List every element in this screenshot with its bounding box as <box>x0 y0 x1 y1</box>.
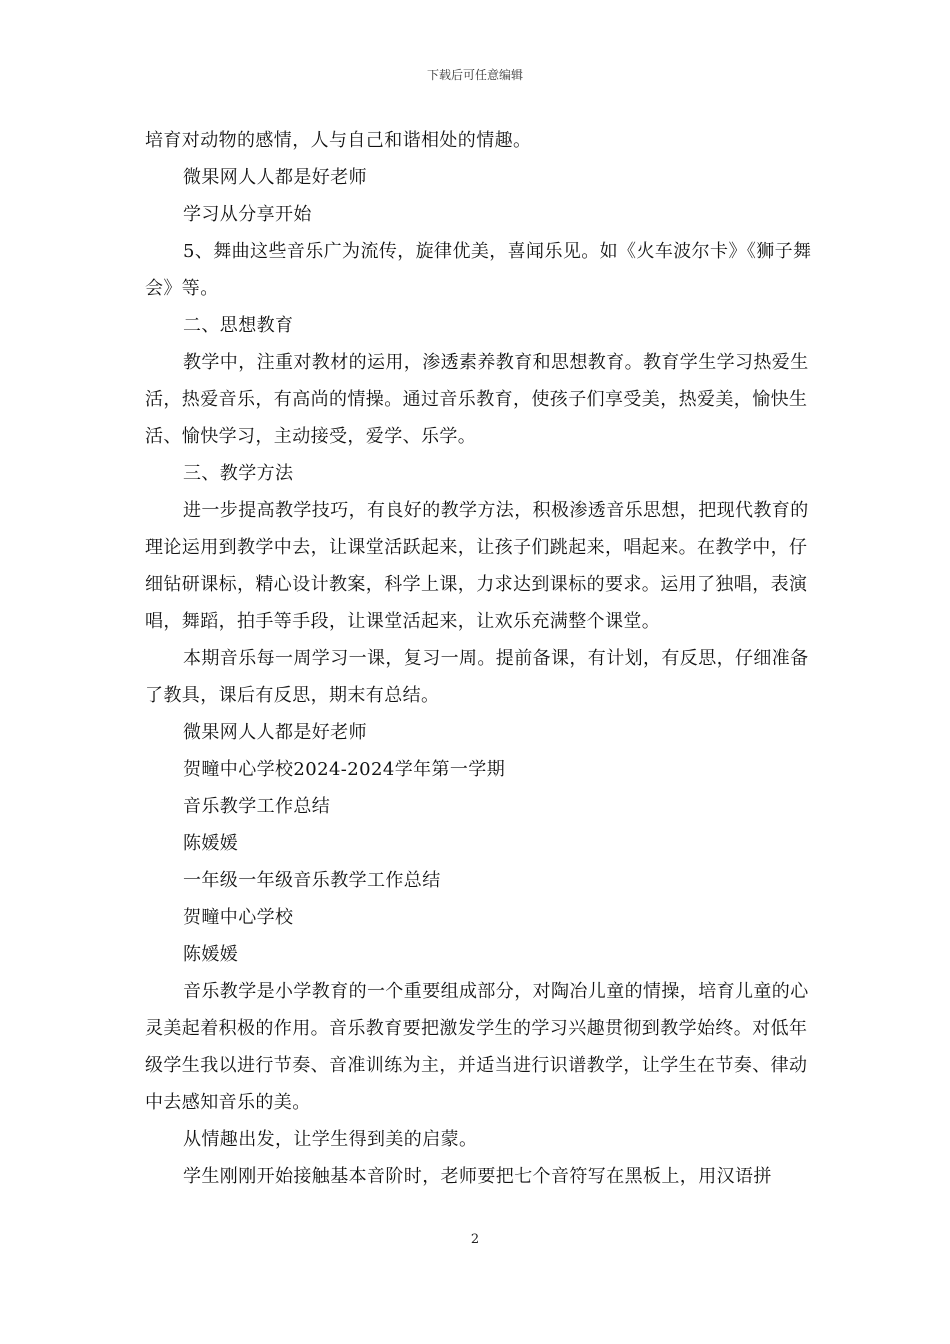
paragraph: 一年级一年级音乐教学工作总结 <box>183 870 441 891</box>
paragraph: 本期音乐每一周学习一课，复习一周。提前备课，有计划，有反思，仔细准备了教具，课后有反思，期末有总结。 <box>145 648 809 706</box>
paragraph: 音乐教学工作总结 <box>183 796 331 817</box>
paragraph: 二、思想教育 <box>183 315 294 336</box>
paragraph: 微果网人人都是好老师 <box>183 167 367 188</box>
paragraph: 进一步提高教学技巧，有良好的教学方法，积极渗透音乐思想，把现代教育的理论运用到教学中去，让课堂活跃起来，让孩子们跳起来，唱起来。在教学中，仔细钻研课标，精心设计教案，科学上课，力求达到课标的要求。运用了独唱，表演唱，舞蹈，拍手等手段，让课堂活起来，让欢乐充满整个课堂。 <box>145 500 809 632</box>
paragraph: 从情趣出发，让学生得到美的启蒙。 <box>183 1129 478 1150</box>
paragraph: 陈媛媛 <box>183 944 239 965</box>
paragraph: 陈媛媛 <box>183 833 239 854</box>
page-header: 下载后可任意编辑 <box>426 68 523 82</box>
paragraph: 5、舞曲这些音乐广为流传，旋律优美，喜闻乐见。如《火车波尔卡》《狮子舞会》等。 <box>145 241 812 299</box>
paragraph: 微果网人人都是好老师 <box>183 722 367 743</box>
paragraph: 贺疃中心学校2024-2024学年第一学期 <box>183 759 506 780</box>
paragraph: 教学中，注重对教材的运用，渗透素养教育和思想教育。教育学生学习热爱生活，热爱音乐，有高尚的情操。通过音乐教育，使孩子们享受美，热爱美，愉快生活、愉快学习，主动接受，爱学、乐学。 <box>145 352 809 447</box>
paragraph: 音乐教学是小学教育的一个重要组成部分，对陶冶儿童的情操，培育儿童的心灵美起着积极的作用。音乐教育要把激发学生的学习兴趣贯彻到教学始终。对低年级学生我以进行节奏、音准训练为主，并适当进行识谱教学，让学生在节奏、律动中去感知音乐的美。 <box>145 981 809 1113</box>
paragraph: 学生刚刚开始接触基本音阶时，老师要把七个音符写在黑板上，用汉语拼 <box>183 1166 772 1187</box>
paragraph: 贺疃中心学校 <box>183 907 294 928</box>
paragraph: 培育对动物的感情，人与自己和谐相处的情趣。 <box>145 130 532 151</box>
document-body <box>145 122 825 1195</box>
paragraph: 学习从分享开始 <box>183 204 312 225</box>
paragraph: 三、教学方法 <box>183 463 294 484</box>
page-number: 2 <box>470 1232 480 1247</box>
